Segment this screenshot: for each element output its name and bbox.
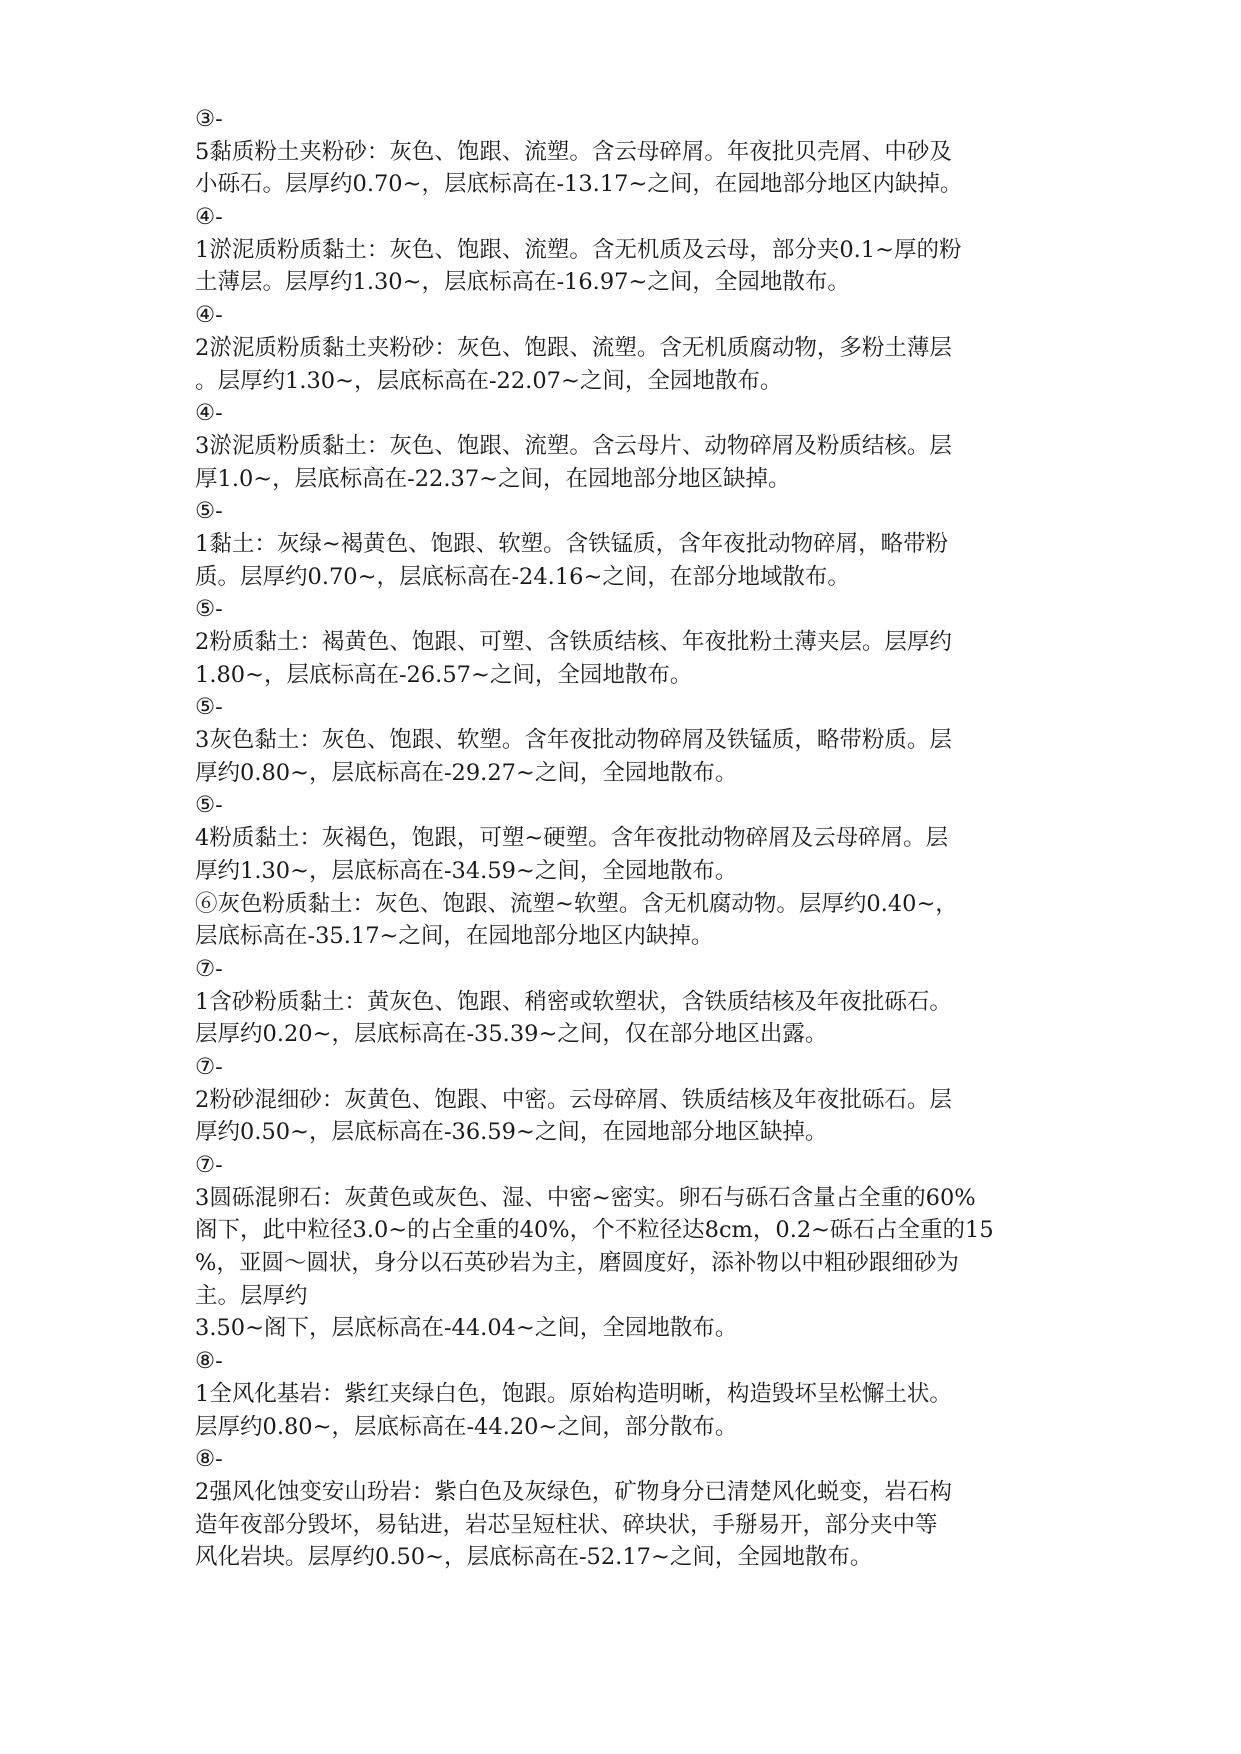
text-line: 4粉质黏土：灰褐色，饱跟，可塑~硬塑。含年夜批动物碎屑及云母碎屑。层 — [195, 825, 949, 852]
text-line: 2粉砂混细砂：灰黄色、饱跟、中密。云母碎屑、铁质结核及年夜批砾石。层 — [195, 1086, 952, 1113]
text-line: 土薄层。层厚约1.30~，层底标高在-16.97~之间，全园地散布。 — [195, 269, 850, 296]
text-line: 3灰色黏土：灰色、饱跟、软塑。含年夜批动物碎屑及铁锰质，略带粉质。层 — [195, 727, 952, 754]
text-line: ⑤- — [195, 694, 223, 721]
text-line: 层厚约0.20~，层底标高在-35.39~之间，仅在部分地区出露。 — [195, 1021, 828, 1048]
text-line: ⑥灰色粉质黏土：灰色、饱跟、流塑~软塑。含无机腐动物。层厚约0.40~， — [195, 890, 958, 917]
text-line: ④- — [195, 400, 223, 427]
text-line: 厚约1.30~，层底标高在-34.59~之间，全园地散布。 — [195, 857, 738, 884]
text-line: ⑤- — [195, 498, 223, 525]
text-line: 层底标高在-35.17~之间，在园地部分地区内缺掉。 — [195, 923, 714, 950]
text-line: 小砾石。层厚约0.70~，层底标高在-13.17~之间，在园地部分地区内缺掉。 — [195, 171, 963, 198]
text-line: 厚约0.50~，层底标高在-36.59~之间，在园地部分地区缺掉。 — [195, 1119, 828, 1146]
text-line: 厚1.0~，层底标高在-22.37~之间，在园地部分地区缺掉。 — [195, 465, 791, 492]
text-line: 质。层厚约0.70~，层底标高在-24.16~之间，在部分地域散布。 — [195, 563, 850, 590]
text-line: %，亚圆～圆状，身分以石英砂岩为主，磨圆度好，添补物以中粗砂跟细砂为 — [195, 1250, 959, 1277]
text-line: ④- — [195, 302, 223, 329]
text-line: ⑦- — [195, 955, 223, 982]
text-line: 1含砂粉质黏土：黄灰色、饱跟、稍密或软塑状，含铁质结核及年夜批砾石。 — [195, 988, 952, 1015]
text-line: ③- — [195, 106, 223, 132]
text-line: 造年夜部分毁坏，易钻进，岩芯呈短柱状、碎块状，手掰易开，部分夹中等 — [195, 1511, 938, 1538]
text-line: ⑤- — [195, 792, 223, 819]
text-line: ⑦- — [195, 1152, 223, 1178]
text-line: ④- — [195, 204, 223, 231]
text-line: 1淤泥质粉质黏土：灰色、饱跟、流塑。含无机质及云母，部分夹0.1~厚的粉 — [195, 236, 962, 263]
text-line: 层厚约0.80~，层底标高在-44.20~之间，部分散布。 — [195, 1413, 738, 1440]
text-line: 3淤泥质粉质黏土：灰色、饱跟、流塑。含云母片、动物碎屑及粉质结核。层 — [195, 432, 952, 459]
text-line: 1全风化基岩：紫红夹绿白色，饱跟。原始构造明晰，构造毁坏呈松懈土状。 — [195, 1380, 952, 1407]
text-line: ⑤- — [195, 596, 223, 623]
text-line: 主。层厚约 — [195, 1282, 308, 1309]
text-line: 厚约0.80~，层底标高在-29.27~之间，全园地散布。 — [195, 759, 738, 786]
text-line: 3.50~阁下，层底标高在-44.04~之间，全园地散布。 — [195, 1315, 738, 1342]
text-line: 阁下，此中粒径3.0~的占全重的40%，个不粒径达8cm，0.2~砾石占全重的15 — [195, 1217, 994, 1244]
text-line: 5黏质粉土夹粉砂：灰色、饱跟、流塑。含云母碎屑。年夜批贝壳屑、中砂及 — [195, 138, 952, 165]
text-line: 2强风化蚀变安山玢岩：紫白色及灰绿色，矿物身分已清楚风化蜕变，岩石构 — [195, 1478, 952, 1505]
text-line: 2淤泥质粉质黏土夹粉砂：灰色、饱跟、流塑。含无机质腐动物，多粉土薄层 — [195, 334, 952, 361]
document-body — [195, 103, 1055, 1574]
text-line: 。层厚约1.30~，层底标高在-22.07~之间，全园地散布。 — [195, 367, 783, 394]
text-line: 3圆砾混卵石：灰黄色或灰色、湿、中密~密实。卵石与砾石含量占全重的60% — [195, 1184, 976, 1211]
text-line: ⑧- — [195, 1446, 223, 1473]
text-line: ⑦- — [195, 1053, 223, 1080]
text-line: 2粉质黏土：褐黄色、饱跟、可塑、含铁质结核、年夜批粉土薄夹层。层厚约 — [195, 629, 952, 655]
text-line: 风化岩块。层厚约0.50~，层底标高在-52.17~之间，全园地散布。 — [195, 1544, 873, 1571]
text-line: 1黏土：灰绿~褐黄色、饱跟、软塑。含铁锰质，含年夜批动物碎屑，略带粉 — [195, 530, 949, 557]
text-line: ⑧- — [195, 1348, 223, 1375]
text-line: 1.80~，层底标高在-26.57~之间，全园地散布。 — [195, 661, 693, 688]
